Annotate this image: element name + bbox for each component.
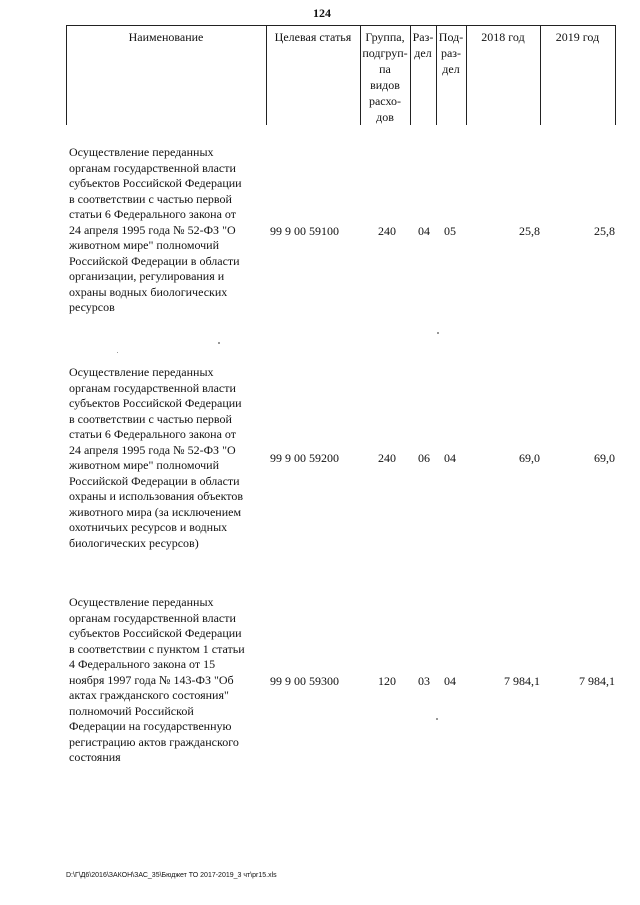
row-section: 06	[418, 451, 430, 465]
column-header-2019: 2019 год	[555, 30, 600, 44]
row-value-2019: 7 984,1	[579, 674, 615, 688]
row-target-article: 99 9 00 59200	[270, 451, 339, 465]
row-value-2019: 69,0	[594, 451, 615, 465]
row-group: 240	[378, 224, 396, 238]
row-section: 04	[418, 224, 430, 238]
row-name: Осуществление переданных органам государственной власти субъектов Российской Федерации в соответствии с частью первой статьи 6 Федерального закона от 24 апреля 1995 года № 52-ФЗ "О животном мире" полномочий Российской Федерации в области охраны и использования объектов животного мира (за исключением охотничьих ресурсов и водных биологических ресурсов)	[69, 365, 244, 550]
column-header-group: Группа, подгруп- па видов расхо- дов	[362, 30, 408, 124]
row-target-article: 99 9 00 59300	[270, 674, 339, 688]
row-value-2018: 7 984,1	[504, 674, 540, 688]
column-header-target-article: Целевая статья	[274, 30, 352, 44]
column-header-name: Наименование	[128, 30, 204, 44]
column-header-2018: 2018 год	[481, 30, 525, 44]
scan-speck	[117, 352, 118, 353]
page-number: 124	[313, 6, 331, 20]
file-path-footer: D:\Г\Д6\2016\ЗАКОН\ЗАС_35\Бюджет ТО 2017-2019_3 чт\pr15.xls	[66, 872, 277, 879]
row-group: 240	[378, 451, 396, 465]
row-value-2018: 25,8	[519, 224, 540, 238]
scan-speck	[436, 718, 438, 720]
column-header-section: Раз- дел	[412, 30, 434, 60]
column-header-subsection: Под- раз- дел	[438, 30, 464, 76]
row-subsection: 05	[444, 224, 456, 238]
row-value-2018: 69,0	[519, 451, 540, 465]
scan-speck	[218, 342, 220, 344]
row-name: Осуществление переданных органам государственной власти субъектов Российской Федерации в соответствии с пунктом 1 статьи 4 Федерального закона от 15 ноября 1997 года № 143-ФЗ "Об актах гражданского состояния" полномочий Российской Федерации на государственную регистрацию актов гражданского состояния	[69, 595, 245, 764]
row-value-2019: 25,8	[594, 224, 615, 238]
row-group: 120	[378, 674, 396, 688]
row-subsection: 04	[444, 451, 456, 465]
row-subsection: 04	[444, 674, 456, 688]
row-target-article: 99 9 00 59100	[270, 224, 339, 238]
row-name: Осуществление переданных органам государственной власти субъектов Российской Федерации в соответствии с частью первой статьи 6 Федерального закона от 24 апреля 1995 года № 52-ФЗ "О животном мире" полномочий Российской Федерации в области организации, регулирования и охраны водных биологических ресурсов	[69, 145, 242, 314]
scan-speck	[437, 332, 439, 334]
row-section: 03	[418, 674, 430, 688]
